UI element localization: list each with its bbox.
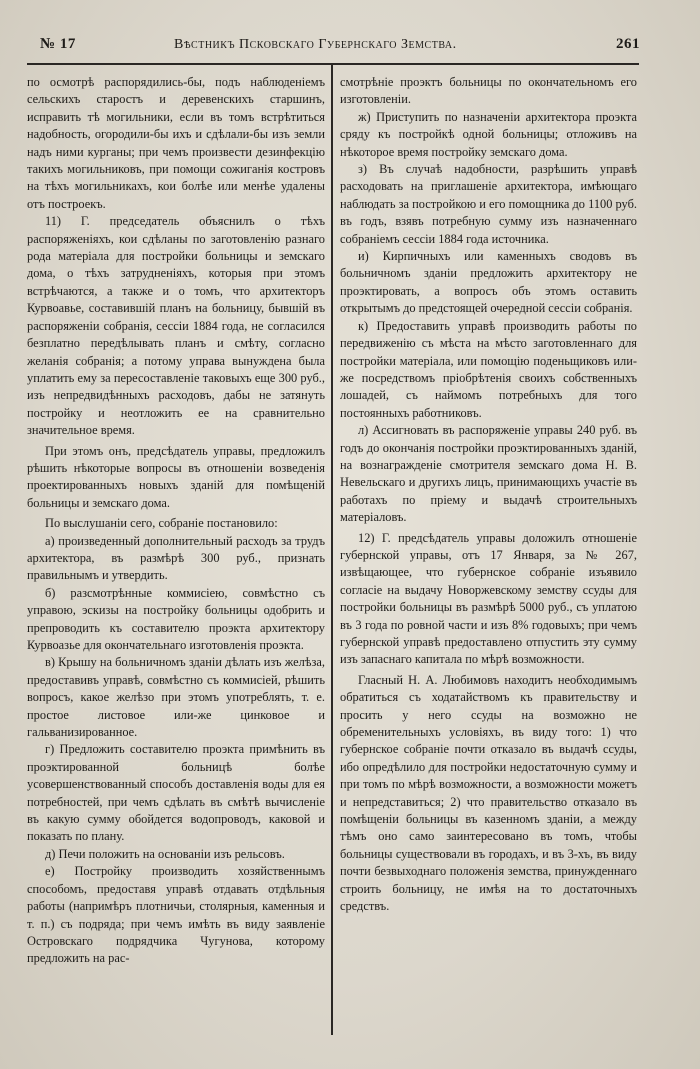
paragraph: в) Крышу на больничномъ зданіи дѣлать изъ желѣза, предоставивъ управѣ, совмѣстно съ коммисіей, рѣшить вопросъ, какое желѣзо при этомъ употреблять, т. е. простое листовое или-же цинковое и гальванизированное. [27,655,325,740]
paragraph: по осмотрѣ распорядились-бы, подъ наблюденіемъ сельскихъ старостъ и деревенскихъ старшинъ, исправить тѣ могильники, если въ томъ встрѣтиться надобность, огородили-бы ихъ и сдѣлали-бы изъ земли надъ ними курганы; при чемъ произвести дезинфекцію такихъ могильниковъ, при помощи сожиганія костровъ на тѣхъ могильникахъ, кои болѣе или менѣе удалены отъ построекъ. [27,75,325,211]
journal-title: Вѣстникъ Псковскаго Губернскаго Земства. [174,37,457,52]
column-divider [331,65,333,1035]
paragraph: д) Печи положить на основаніи изъ рельсовъ. [45,846,285,861]
right-column [340,74,637,916]
paragraph: е) Постройку производить хозяйственнымъ способомъ, предоставя управѣ отдавать отдѣльныя работы (напримѣръ плотничьи, столярныя, каменныя и т. п.) съ подряда; при чемъ имѣть въ виду заявленіе Островскаго подрядчика Чугунова, которому предложить на рас- [27,864,325,966]
paragraph: з) Въ случаѣ надобности, разрѣшить управѣ расходовать на приглашеніе архитектора, имѣющаго наблюдать за постройкою и его помощника до 1100 руб. въ годъ, взявъ потребную сумму изъ назначеннаго собраніемъ сессіи 1884 года источника. [340,162,637,246]
paragraph: 12) Г. предсѣдатель управы доложилъ отношеніе губернской управы, отъ 17 Января, за № 267, извѣщающее, что губернское собраніе изъявило согласіе на выдачу Новоржевскому земству ссуды для постройки больницы въ размѣрѣ 5000 руб., съ уплатою въ 3 года по ровной части и изъ 8% годовыхъ; при чемъ губернской управѣ предоставлено отпустить эту сумму изъ запаснаго капитала по мѣрѣ возможности. [340,530,637,667]
paragraph: г) Предложить составителю проэкта примѣнить въ проэктированной больницѣ болѣе усовершенствованный способъ доставленія воды для ея потребностей, при чемъ сдѣлать въ смѣтѣ вычисленіе въ какую сумму обойдется водопроводъ, каковой и показать по плану. [27,742,325,844]
page-number: 261 [616,36,640,52]
paragraph: смотрѣніе проэктъ больницы по окончательномъ его изготовленіи. [340,75,637,107]
paragraph: а) произведенный дополнительный расходъ за трудъ архитектора, въ размѣрѣ 300 руб., признать правильнымъ и утвердить. [27,533,325,583]
paragraph: Гласный Н. А. Любимовъ находитъ необходимымъ обратиться съ ходатайствомъ къ правительству и просить у него ссуды на возможно не обременительныхъ условіяхъ, въ виду того: 1) что губернское собраніе почти отказало въ выдачѣ ссуды, ибо опредѣлило для постройки недостаточную сумму и при томъ по мѣрѣ возможности, а возможности можетъ и непредставиться; 2) что правительство отказало въ помѣщеніи больницы въ казенномъ зданіи, а между тѣмъ оно само заинтересовано въ томъ, чтобы больницы существовали въ городахъ, и въ 3-хъ, въ виду почти безвыходнаго положенія земства, принужденнаго строить больницу, не имѣя на то достаточныхъ средствъ. [340,672,637,914]
issue-number: № 17 [40,36,76,52]
page-header [30,36,640,60]
paragraph: б) разсмотрѣнные коммисіею, совмѣстно съ управою, эскизы на постройку больницы одобрить и препроводить къ составителю проэкта архитектору Курвоазье для окончательнаго изготовленія проэкта. [27,585,325,652]
left-column [27,74,325,968]
header-rule [27,63,639,65]
paragraph: и) Кирпичныхъ или каменныхъ сводовъ въ больничномъ зданіи предложить архитектору не проэктировать, а вопросъ объ этомъ оставить открытымъ до предстоящей очередной сессіи собранія. [340,249,637,316]
paragraph: По выслушаніи сего, собраніе постановило: [45,516,278,531]
paragraph: При этомъ онъ, предсѣдатель управы, предложилъ рѣшить нѣкоторые вопросы въ отношеніи возведенія проектированныхъ новыхъ зданій для помѣщеній больницы и земскаго дома. [27,443,325,510]
paragraph: к) Предоставить управѣ производить работы по передвиженію съ мѣста на мѣсто заготовленнаго для постройки матеріала, или помощію поденьщиковъ или-же посредствомъ пріобрѣтенія своихъ собственныхъ лошадей, съ наймомъ потребныхъ для того постоянныхъ работниковъ. [340,318,637,420]
paragraph: ж) Приступить по назначеніи архитектора проэкта сряду къ постройкѣ одной больницы; отложивъ на нѣкоторое время постройку земскаго дома. [340,109,637,159]
paragraph: л) Ассигновать въ распоряженіе управы 240 руб. въ годъ до окончанія постройки проэктированныхъ зданій, на вознагражденіе смотрителя земскаго дома Н. В. Невельскаго и другихъ лицъ, принимающихъ участіе въ работахъ по пріему и выдачѣ строительныхъ матеріаловъ. [340,423,637,525]
paragraph: 11) Г. председатель объяснилъ о тѣхъ распоряженіяхъ, кои сдѣланы по заготовленію разнаго рода матеріала для постройки больницы и земскаго дома, о тѣхъ затрудненіяхъ, которыя при этомъ встрѣчаются, а также и о томъ, что архитекторъ Курвоавье, составившій планъ на больницу, бывшій въ распоряженіи собранія, сессіи 1884 года, не согласился безплатно передѣлывать планъ и смѣту, согласно желанія собранія; а потому управа вынуждена была уплатить ему за пересоставленіе таковыхъ еще 300 руб., изъ непредвидѣнныхъ расходовъ, дабы не затянуть постройку и неотложить ее на сравнительно значительное время. [27,214,325,438]
